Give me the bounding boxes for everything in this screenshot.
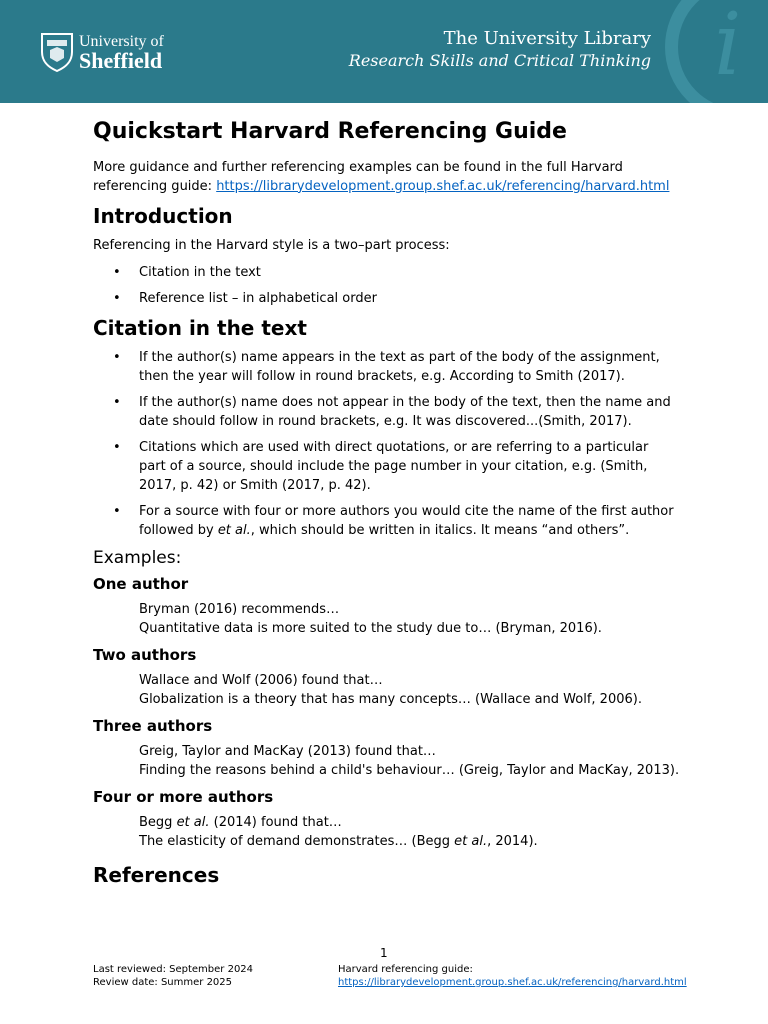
example-text: , 2014). [487, 833, 538, 849]
introduction-text: Referencing in the Harvard style is a two–part process: [93, 237, 450, 253]
example-line: Quantitative data is more suited to the study due to… (Bryman, 2016). [139, 620, 602, 636]
review-date: Review date: Summer 2025 [93, 977, 233, 988]
list-item: • If the author(s) name appears in the text as part of the body of the assignment, then the year will follow in round brackets, e.g. According to Smith (2017). [93, 348, 678, 386]
two-authors-heading: Two authors [93, 645, 197, 664]
last-reviewed: Last reviewed: September 2024 [93, 964, 254, 975]
citation-heading: Citation in the text [93, 315, 307, 340]
four-authors-heading: Four or more authors [93, 787, 274, 806]
logo-line1: University of [79, 33, 164, 50]
example-line: Bryman (2016) recommends… [139, 601, 340, 617]
logo-line2: Sheffield [79, 48, 163, 73]
example-line [139, 832, 678, 851]
example-text: Begg [139, 814, 177, 830]
list-item: • If the author(s) name does not appear in the body of the text, then the name and date should follow in round brackets, e.g. It was discovered...(Smith, 2017). [93, 393, 678, 431]
header-banner [0, 0, 768, 103]
three-authors-heading: Three authors [93, 716, 213, 735]
et-al: et al. [176, 814, 210, 830]
introduction-heading: Introduction [93, 203, 233, 228]
four-authors-example [93, 813, 678, 851]
intro-paragraph [93, 158, 678, 196]
info-icon-glyph: i [714, 0, 742, 95]
example-line: Globalization is a theory that has many concepts… (Wallace and Wolf, 2006). [139, 691, 642, 707]
citation-list [93, 348, 678, 540]
example-text: (2014) found that… [209, 814, 342, 830]
document-body [93, 118, 678, 895]
examples-heading: Examples: [93, 547, 182, 568]
example-text: The elasticity of demand demonstrates… (Begg [139, 833, 455, 849]
list-item: • Citation in the text [93, 263, 678, 282]
et-al: et al. [454, 833, 488, 849]
bullet4-text-a: For a source with four or more authors you would cite the name of the first author followed by [139, 503, 674, 538]
guide-link[interactable]: https://librarydevelopment.group.shef.ac.uk/referencing/harvard.html [216, 178, 670, 194]
university-logo[interactable] [40, 32, 164, 72]
example-line: Wallace and Wolf (2006) found that… [139, 672, 383, 688]
document-title: Quickstart Harvard Referencing Guide [93, 119, 567, 144]
page-number: 1 [380, 946, 388, 960]
list-item: • Reference list – in alphabetical order [93, 289, 678, 308]
shield-icon [40, 32, 74, 72]
library-subtitle: Research Skills and Critical Thinking [348, 51, 651, 70]
list-item [93, 502, 678, 540]
one-author-example [93, 600, 678, 638]
two-authors-example [93, 671, 678, 709]
three-authors-example [93, 742, 678, 780]
footer-guide-label: Harvard referencing guide: [338, 964, 473, 975]
one-author-heading: One author [93, 574, 189, 593]
footer-left [93, 963, 253, 989]
library-title: The University Library [443, 28, 651, 49]
bullet4-et-al: et al. [217, 522, 251, 538]
example-line: Finding the reasons behind a child's behaviour… (Greig, Taylor and MacKay, 2013). [139, 762, 680, 778]
footer-guide-link[interactable]: https://librarydevelopment.group.shef.ac.uk/referencing/harvard.html [338, 977, 687, 988]
introduction-list [93, 263, 678, 308]
example-line: Greig, Taylor and MacKay (2013) found that… [139, 743, 436, 759]
footer-right [338, 963, 687, 989]
bullet4-text-b: , which should be written in italics. It means “and others”. [250, 522, 630, 538]
example-line [139, 813, 678, 832]
list-item: • Citations which are used with direct quotations, or are referring to a particular part of a source, should include the page number in your citation, e.g. (Smith, 2017, p. 42) or Smith (2017, p. 42). [93, 438, 678, 495]
references-heading: References [93, 862, 220, 887]
intro-text: More guidance and further referencing examples can be found in the full Harvard referencing guide: [93, 159, 623, 194]
